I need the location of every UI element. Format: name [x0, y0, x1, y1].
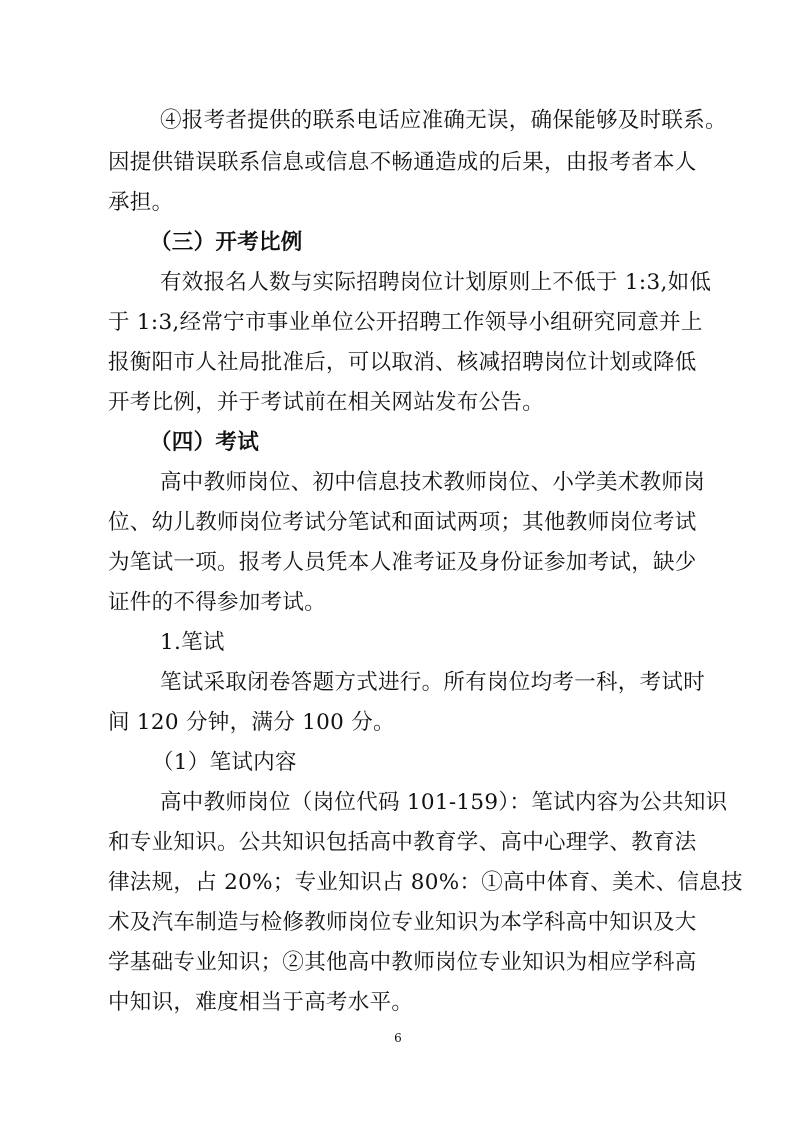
paragraph-line: 证件的不得参加考试。	[108, 590, 327, 615]
paragraph-line: 高中教师岗位（岗位代码 101-159）：笔试内容为公共知识	[160, 790, 728, 815]
paragraph-line: 承担。	[108, 190, 174, 215]
paragraph-line: 有效报名人数与实际招聘岗位计划原则上不低于 1:3,如低	[160, 270, 712, 295]
paragraph-line: 为笔试一项。报考人员凭本人准考证及身份证参加考试，缺少	[108, 550, 697, 575]
paragraph-line: ④报考者提供的联系电话应准确无误，确保能够及时联系。	[160, 108, 727, 133]
paragraph-line: 学基础专业知识；②其他高中教师岗位专业知识为相应学科高	[108, 950, 697, 975]
paragraph-line: 开考比例，并于考试前在相关网站发布公告。	[108, 390, 545, 415]
subsection-title-written-exam: 1.笔试	[160, 630, 225, 655]
subsection-title-exam-content: （1）笔试内容	[152, 750, 297, 775]
paragraph-line: 间 120 分钟，满分 100 分。	[108, 710, 395, 735]
paragraph-line: 中知识，难度相当于高考水平。	[108, 990, 414, 1015]
paragraph-line: 笔试采取闭卷答题方式进行。所有岗位均考一科，考试时	[160, 670, 706, 695]
paragraph-line: 因提供错误联系信息或信息不畅通造成的后果，由报考者本人	[108, 150, 697, 175]
paragraph-line: 和专业知识。公共知识包括高中教育学、高中心理学、教育法	[108, 830, 697, 855]
paragraph-line: 位、幼儿教师岗位考试分笔试和面试两项；其他教师岗位考试	[108, 510, 697, 535]
paragraph-line: 律法规，占 20%；专业知识占 80%：①高中体育、美术、信息技	[108, 870, 743, 895]
paragraph-line: 报衡阳市人社局批准后，可以取消、核减招聘岗位计划或降低	[108, 350, 697, 375]
paragraph-line: 高中教师岗位、初中信息技术教师岗位、小学美术教师岗	[160, 470, 706, 495]
page-number: 6	[394, 1031, 402, 1045]
paragraph-line: 于 1:3,经常宁市事业单位公开招聘工作领导小组研究同意并上	[108, 310, 703, 335]
paragraph-line: 术及汽车制造与检修教师岗位专业知识为本学科高中知识及大	[108, 910, 697, 935]
section-heading-exam: （四）考试	[150, 430, 260, 455]
section-heading-ratio: （三）开考比例	[150, 230, 303, 255]
